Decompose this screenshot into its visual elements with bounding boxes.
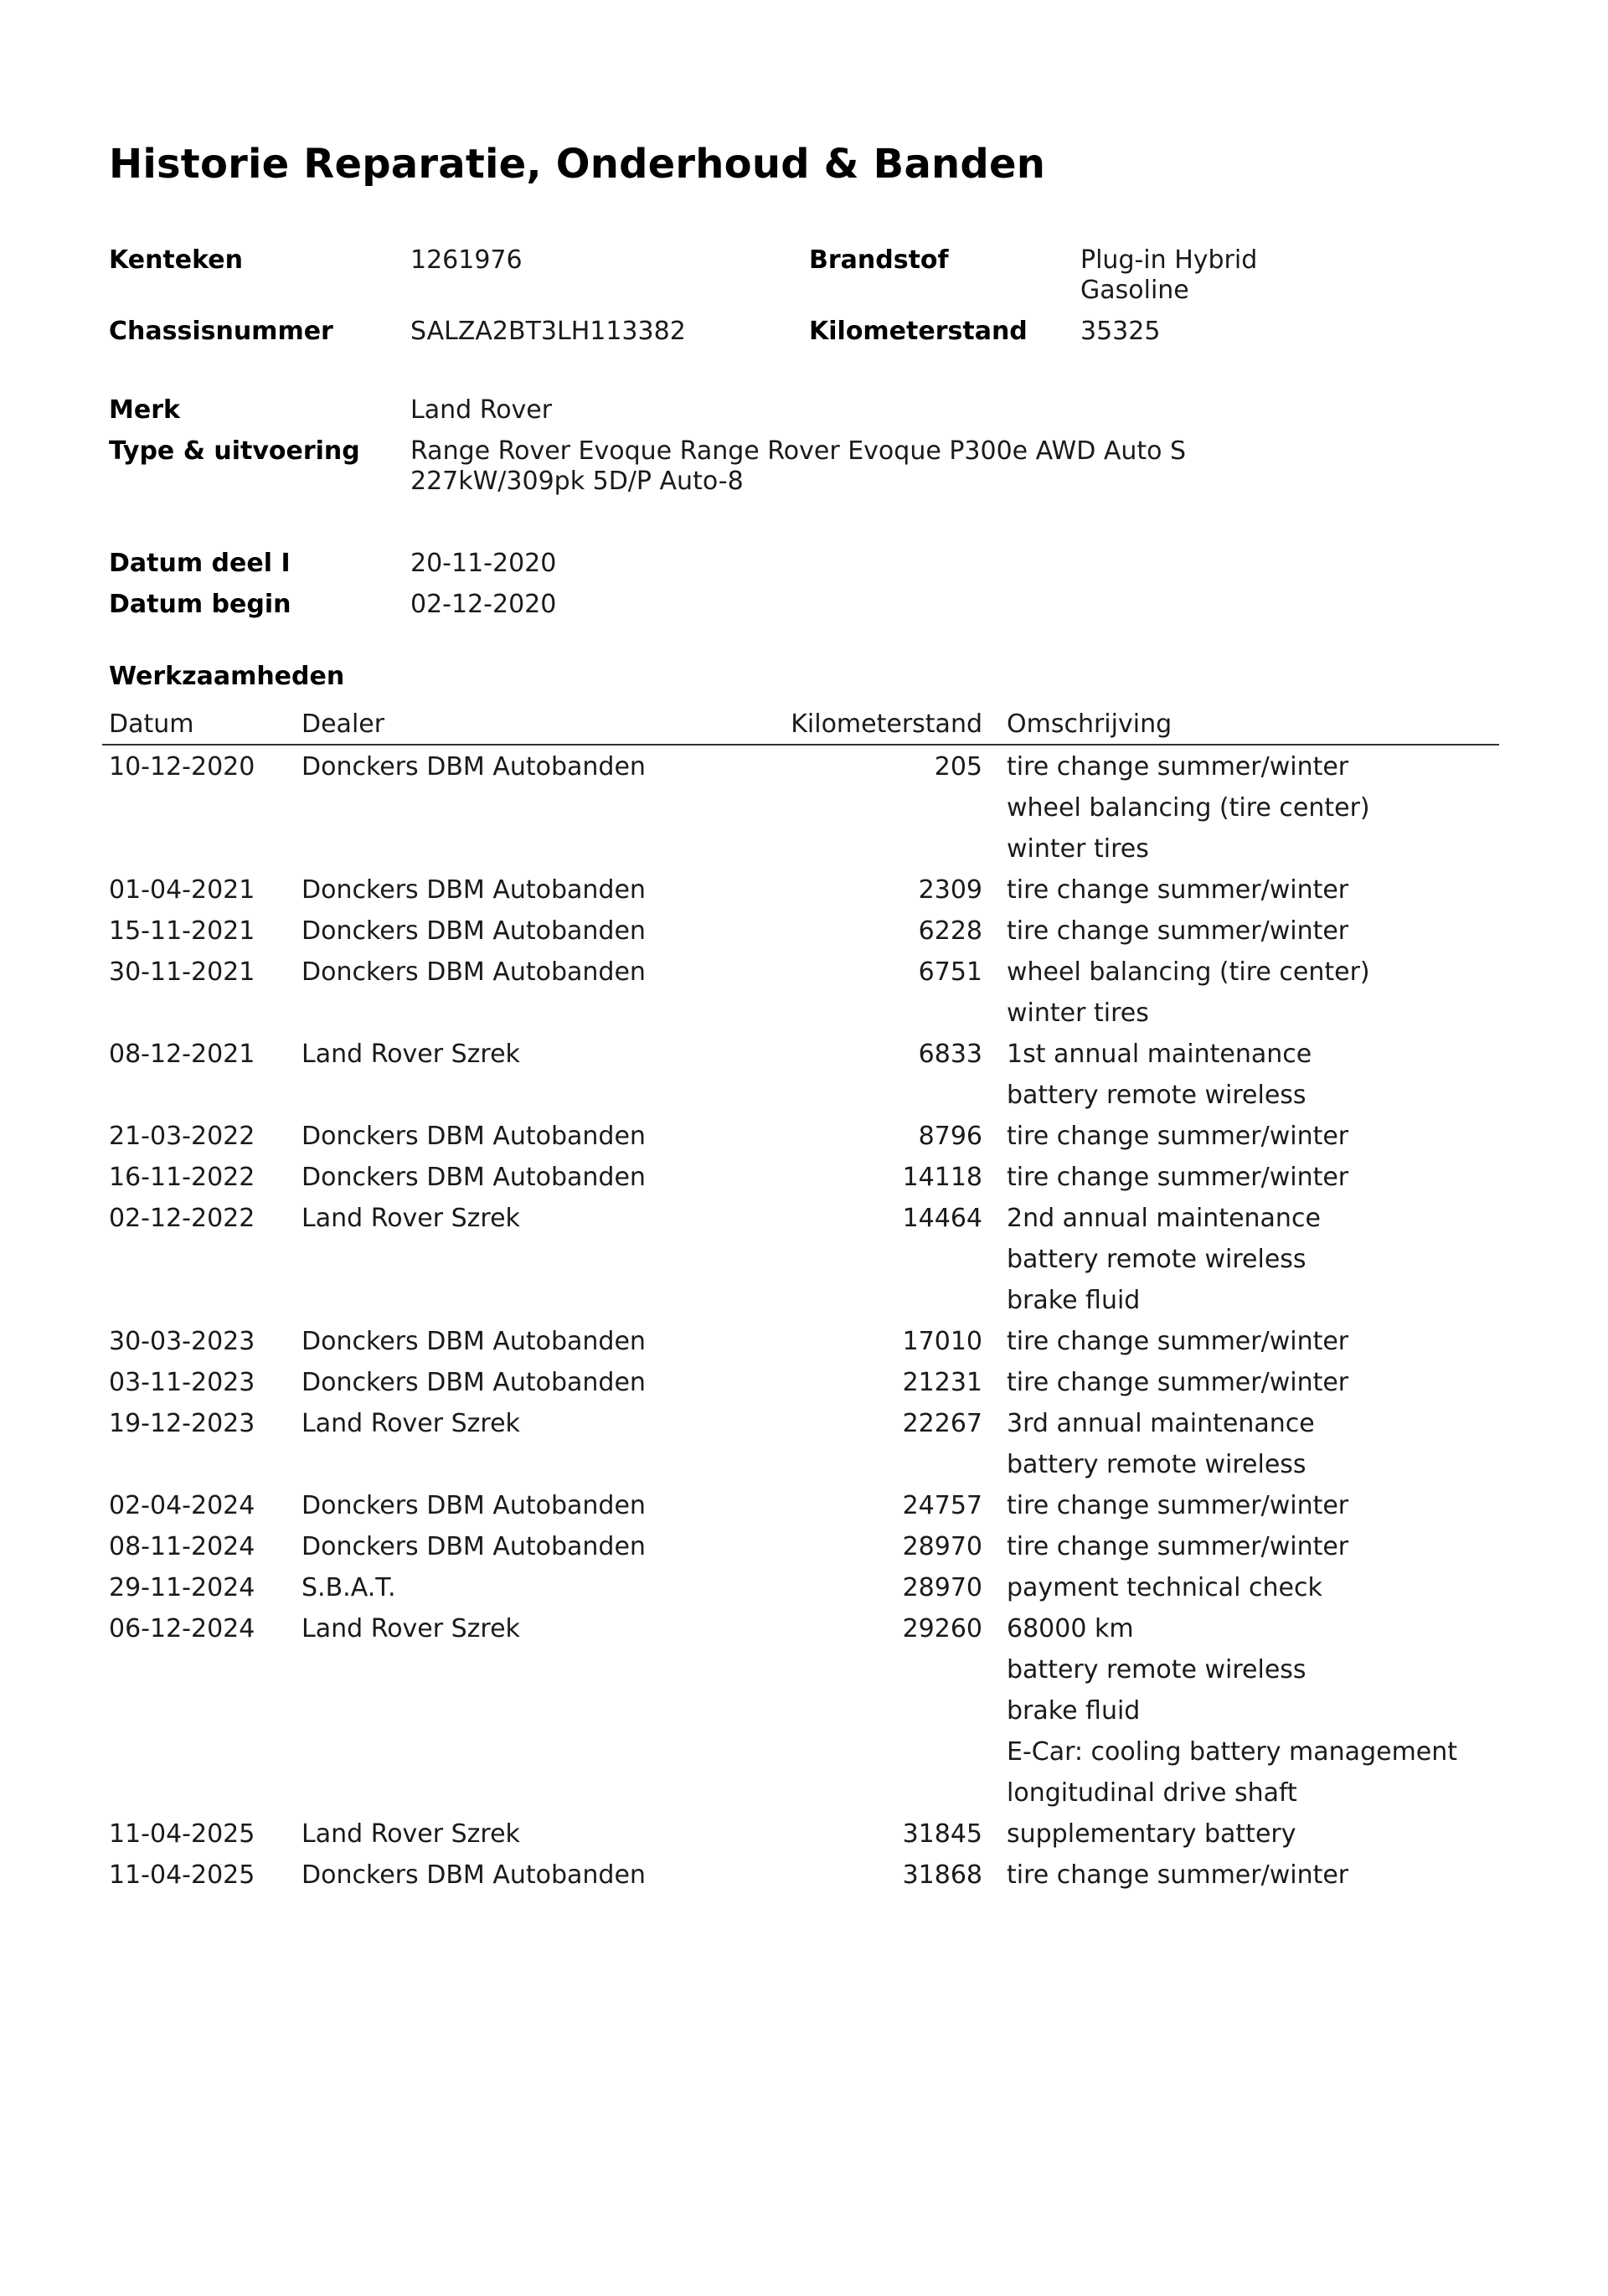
omschrijving-item: longitudinal drive shaft: [1007, 1778, 1297, 1808]
type-label: Type & uitvoering: [109, 436, 360, 466]
cell-datum: 30-11-2021: [109, 957, 255, 987]
table-row: [0, 1490, 1608, 1531]
cell-dealer: Donckers DBM Autobanden: [302, 1368, 646, 1397]
cell-omschrijving: [1007, 1203, 1321, 1326]
column-header-dealer: Dealer: [302, 709, 385, 739]
omschrijving-item: tire change summer/winter: [1007, 1532, 1349, 1561]
omschrijving-item: battery remote wireless: [1007, 1245, 1306, 1274]
omschrijving-item: tire change summer/winter: [1007, 1368, 1349, 1397]
cell-datum: 16-11-2022: [109, 1163, 255, 1192]
cell-omschrijving: [1007, 916, 1348, 957]
omschrijving-item: brake fluid: [1007, 1286, 1141, 1315]
omschrijving-item: winter tires: [1007, 834, 1149, 864]
cell-kilometerstand: 6833: [918, 1040, 982, 1069]
omschrijving-item: tire change summer/winter: [1007, 1122, 1349, 1151]
kenteken-label: Kenteken: [109, 245, 243, 275]
cell-kilometerstand: 2309: [918, 875, 982, 905]
cell-omschrijving: [1007, 1613, 1457, 1819]
cell-datum: 02-12-2022: [109, 1204, 255, 1233]
cell-dealer: Land Rover Szrek: [302, 1204, 520, 1233]
omschrijving-item: 2nd annual maintenance: [1007, 1204, 1321, 1233]
cell-dealer: Donckers DBM Autobanden: [302, 875, 646, 905]
table-row: [0, 1572, 1608, 1613]
cell-kilometerstand: 8796: [918, 1122, 982, 1151]
cell-dealer: Donckers DBM Autobanden: [302, 1327, 646, 1356]
cell-datum: 10-12-2020: [109, 752, 255, 782]
cell-datum: 21-03-2022: [109, 1122, 255, 1151]
brandstof-label: Brandstof: [809, 245, 949, 275]
cell-kilometerstand: 21231: [902, 1368, 982, 1397]
cell-omschrijving: [1007, 875, 1348, 916]
cell-datum: 19-12-2023: [109, 1409, 255, 1438]
page-title: Historie Reparatie, Onderhoud & Banden: [109, 141, 1046, 188]
table-row: [0, 1162, 1608, 1203]
table-row: [0, 1121, 1608, 1162]
omschrijving-item: wheel balancing (tire center): [1007, 793, 1370, 823]
cell-kilometerstand: 14118: [902, 1163, 982, 1192]
table-row: [0, 1613, 1608, 1819]
cell-omschrijving: [1007, 1860, 1348, 1901]
cell-kilometerstand: 31868: [902, 1860, 982, 1890]
omschrijving-item: battery remote wireless: [1007, 1081, 1306, 1110]
merk-value: Land Rover: [410, 395, 553, 425]
cell-omschrijving: [1007, 1408, 1315, 1490]
cell-dealer: Land Rover Szrek: [302, 1819, 520, 1849]
omschrijving-item: tire change summer/winter: [1007, 1163, 1349, 1192]
cell-omschrijving: [1007, 1162, 1348, 1203]
table-row: [0, 1367, 1608, 1408]
brandstof-value-line1: Plug-in Hybrid: [1080, 245, 1258, 275]
cell-dealer: Land Rover Szrek: [302, 1409, 520, 1438]
cell-kilometerstand: 22267: [902, 1409, 982, 1438]
kilometerstand-value: 35325: [1080, 317, 1161, 346]
cell-datum: 29-11-2024: [109, 1573, 255, 1602]
cell-datum: 02-04-2024: [109, 1491, 255, 1520]
omschrijving-item: payment technical check: [1007, 1573, 1322, 1602]
cell-kilometerstand: 205: [934, 752, 982, 782]
cell-kilometerstand: 28970: [902, 1532, 982, 1561]
omschrijving-item: E-Car: cooling battery management: [1007, 1737, 1458, 1767]
omschrijving-item: tire change summer/winter: [1007, 1860, 1349, 1890]
cell-dealer: Donckers DBM Autobanden: [302, 1860, 646, 1890]
datum-begin-value: 02-12-2020: [410, 590, 557, 619]
cell-kilometerstand: 24757: [902, 1491, 982, 1520]
chassisnummer-label: Chassisnummer: [109, 317, 333, 346]
cell-dealer: Land Rover Szrek: [302, 1040, 520, 1069]
table-row: [0, 957, 1608, 1039]
cell-datum: 03-11-2023: [109, 1368, 255, 1397]
cell-omschrijving: [1007, 957, 1370, 1039]
omschrijving-item: 68000 km: [1007, 1614, 1134, 1643]
type-value-line2: 227kW/309pk 5D/P Auto-8: [410, 467, 744, 496]
omschrijving-item: 1st annual maintenance: [1007, 1040, 1312, 1069]
header-divider: [102, 744, 1499, 746]
kilometerstand-label: Kilometerstand: [809, 317, 1028, 346]
chassisnummer-value: SALZA2BT3LH113382: [410, 317, 686, 346]
table-row: [0, 875, 1608, 916]
omschrijving-item: battery remote wireless: [1007, 1655, 1306, 1685]
cell-kilometerstand: 17010: [902, 1327, 982, 1356]
cell-omschrijving: [1007, 1326, 1348, 1367]
cell-dealer: Donckers DBM Autobanden: [302, 916, 646, 946]
cell-kilometerstand: 6228: [918, 916, 982, 946]
merk-label: Merk: [109, 395, 180, 425]
cell-kilometerstand: 6751: [918, 957, 982, 987]
table-row: [0, 751, 1608, 875]
cell-omschrijving: [1007, 1367, 1348, 1408]
table-row: [0, 1408, 1608, 1490]
omschrijving-item: wheel balancing (tire center): [1007, 957, 1370, 987]
cell-dealer: Donckers DBM Autobanden: [302, 752, 646, 782]
table-row: [0, 1531, 1608, 1572]
column-header-kilometerstand: Kilometerstand: [791, 709, 982, 739]
cell-omschrijving: [1007, 1490, 1348, 1531]
kenteken-value: 1261976: [410, 245, 523, 275]
cell-dealer: Donckers DBM Autobanden: [302, 957, 646, 987]
cell-dealer: Donckers DBM Autobanden: [302, 1491, 646, 1520]
column-header-datum: Datum: [109, 709, 194, 739]
cell-kilometerstand: 31845: [902, 1819, 982, 1849]
cell-kilometerstand: 29260: [902, 1614, 982, 1643]
cell-datum: 01-04-2021: [109, 875, 255, 905]
cell-omschrijving: [1007, 751, 1370, 875]
cell-datum: 11-04-2025: [109, 1860, 255, 1890]
cell-dealer: Donckers DBM Autobanden: [302, 1122, 646, 1151]
cell-kilometerstand: 28970: [902, 1573, 982, 1602]
cell-omschrijving: [1007, 1531, 1348, 1572]
cell-dealer: Donckers DBM Autobanden: [302, 1532, 646, 1561]
cell-datum: 08-11-2024: [109, 1532, 255, 1561]
omschrijving-item: tire change summer/winter: [1007, 916, 1349, 946]
omschrijving-item: brake fluid: [1007, 1696, 1141, 1726]
cell-kilometerstand: 14464: [902, 1204, 982, 1233]
type-value-line1: Range Rover Evoque Range Rover Evoque P300e AWD Auto S: [410, 436, 1187, 466]
cell-datum: 06-12-2024: [109, 1614, 255, 1643]
table-row: [0, 916, 1608, 957]
werkzaamheden-title: Werkzaamheden: [109, 662, 345, 691]
brandstof-value-line2: Gasoline: [1080, 276, 1189, 305]
datum-begin-label: Datum begin: [109, 590, 291, 619]
omschrijving-item: tire change summer/winter: [1007, 875, 1349, 905]
omschrijving-item: tire change summer/winter: [1007, 752, 1349, 782]
datum-deel-value: 20-11-2020: [410, 549, 557, 578]
table-row: [0, 1039, 1608, 1121]
datum-deel-label: Datum deel I: [109, 549, 291, 578]
cell-datum: 30-03-2023: [109, 1327, 255, 1356]
omschrijving-item: tire change summer/winter: [1007, 1327, 1349, 1356]
omschrijving-item: winter tires: [1007, 998, 1149, 1028]
table-row: [0, 1326, 1608, 1367]
cell-dealer: S.B.A.T.: [302, 1573, 396, 1602]
werkzaamheden-table-body: [0, 751, 1608, 1901]
omschrijving-item: tire change summer/winter: [1007, 1491, 1349, 1520]
cell-omschrijving: [1007, 1819, 1296, 1860]
column-header-omschrijving: Omschrijving: [1007, 709, 1172, 739]
cell-omschrijving: [1007, 1121, 1348, 1162]
omschrijving-item: battery remote wireless: [1007, 1450, 1306, 1479]
cell-omschrijving: [1007, 1572, 1322, 1613]
cell-datum: 15-11-2021: [109, 916, 255, 946]
omschrijving-item: 3rd annual maintenance: [1007, 1409, 1315, 1438]
table-row: [0, 1203, 1608, 1326]
cell-dealer: Land Rover Szrek: [302, 1614, 520, 1643]
table-row: [0, 1819, 1608, 1860]
table-row: [0, 1860, 1608, 1901]
cell-datum: 08-12-2021: [109, 1040, 255, 1069]
omschrijving-item: supplementary battery: [1007, 1819, 1296, 1849]
cell-datum: 11-04-2025: [109, 1819, 255, 1849]
cell-omschrijving: [1007, 1039, 1312, 1121]
cell-dealer: Donckers DBM Autobanden: [302, 1163, 646, 1192]
